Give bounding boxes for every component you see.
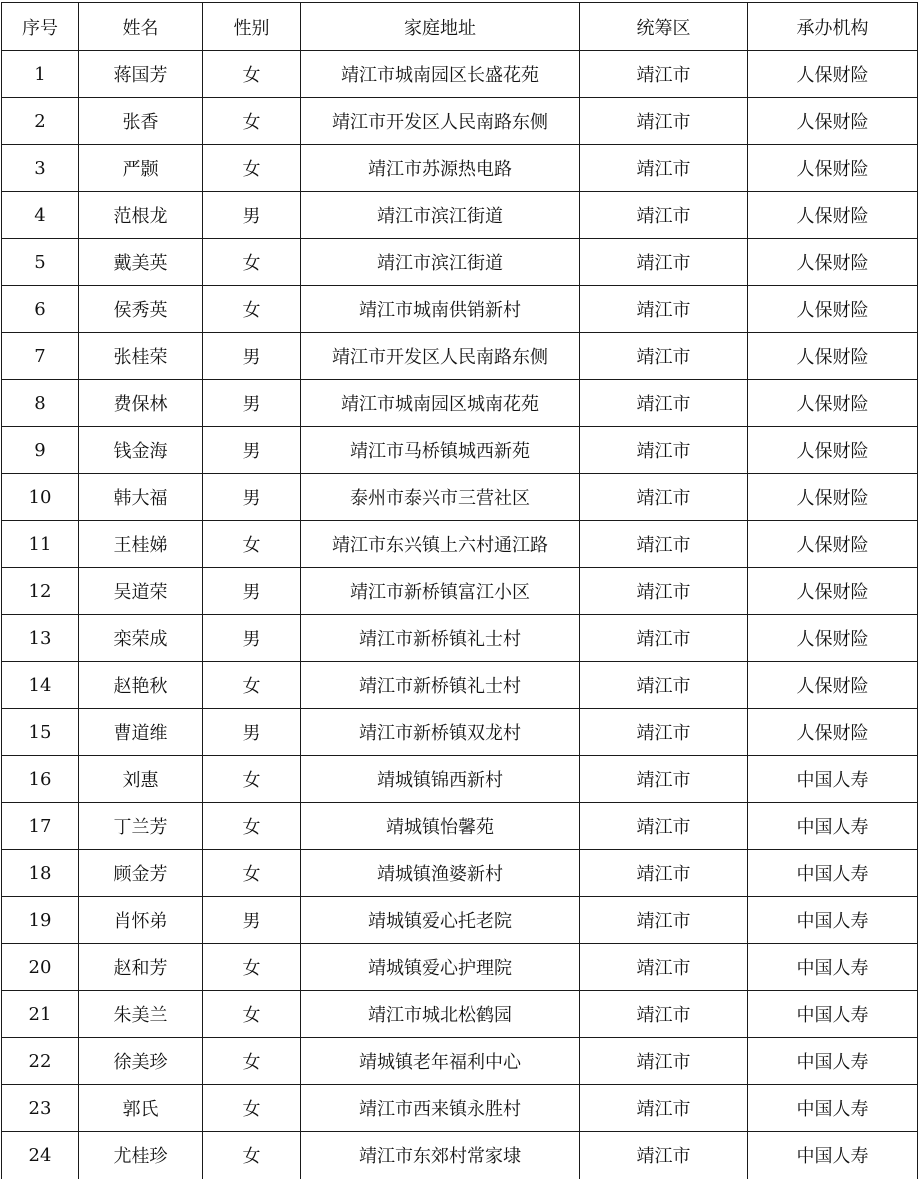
cell-gender: 女 bbox=[203, 1132, 301, 1179]
cell-handling-agency: 人保财险 bbox=[748, 145, 918, 192]
cell-home-address: 靖江市东郊村常家埭 bbox=[301, 1132, 580, 1179]
cell-serial-number: 20 bbox=[2, 944, 79, 991]
cell-handling-agency: 中国人寿 bbox=[748, 1038, 918, 1085]
cell-pooling-region: 靖江市 bbox=[580, 897, 748, 944]
cell-pooling-region: 靖江市 bbox=[580, 380, 748, 427]
table-row bbox=[2, 239, 918, 286]
cell-gender: 女 bbox=[203, 944, 301, 991]
cell-pooling-region: 靖江市 bbox=[580, 98, 748, 145]
cell-serial-number: 19 bbox=[2, 897, 79, 944]
table-row bbox=[2, 709, 918, 756]
cell-handling-agency: 人保财险 bbox=[748, 239, 918, 286]
cell-serial-number: 17 bbox=[2, 803, 79, 850]
cell-pooling-region: 靖江市 bbox=[580, 991, 748, 1038]
cell-gender: 女 bbox=[203, 145, 301, 192]
cell-pooling-region: 靖江市 bbox=[580, 1085, 748, 1132]
cell-name: 徐美珍 bbox=[79, 1038, 203, 1085]
cell-gender: 女 bbox=[203, 239, 301, 286]
cell-gender: 女 bbox=[203, 662, 301, 709]
cell-pooling-region: 靖江市 bbox=[580, 1038, 748, 1085]
cell-gender: 女 bbox=[203, 991, 301, 1038]
cell-handling-agency: 人保财险 bbox=[748, 333, 918, 380]
cell-home-address: 靖城镇老年福利中心 bbox=[301, 1038, 580, 1085]
header-home-address: 家庭地址 bbox=[301, 3, 580, 51]
cell-handling-agency: 中国人寿 bbox=[748, 756, 918, 803]
cell-name: 范根龙 bbox=[79, 192, 203, 239]
cell-home-address: 靖城镇怡馨苑 bbox=[301, 803, 580, 850]
cell-pooling-region: 靖江市 bbox=[580, 568, 748, 615]
cell-gender: 女 bbox=[203, 1085, 301, 1132]
cell-home-address: 靖城镇锦西新村 bbox=[301, 756, 580, 803]
cell-handling-agency: 中国人寿 bbox=[748, 944, 918, 991]
cell-gender: 女 bbox=[203, 803, 301, 850]
table-row bbox=[2, 427, 918, 474]
cell-name: 王桂娣 bbox=[79, 521, 203, 568]
cell-home-address: 靖江市新桥镇双龙村 bbox=[301, 709, 580, 756]
cell-serial-number: 23 bbox=[2, 1085, 79, 1132]
cell-handling-agency: 中国人寿 bbox=[748, 850, 918, 897]
header-gender: 性别 bbox=[203, 3, 301, 51]
table-row bbox=[2, 991, 918, 1038]
cell-name: 刘惠 bbox=[79, 756, 203, 803]
cell-gender: 男 bbox=[203, 474, 301, 521]
cell-home-address: 靖江市城南园区城南花苑 bbox=[301, 380, 580, 427]
cell-gender: 女 bbox=[203, 521, 301, 568]
cell-home-address: 靖江市新桥镇礼士村 bbox=[301, 615, 580, 662]
table-row bbox=[2, 1038, 918, 1085]
cell-home-address: 靖江市城北松鹤园 bbox=[301, 991, 580, 1038]
cell-name: 赵和芳 bbox=[79, 944, 203, 991]
table-row bbox=[2, 380, 918, 427]
cell-gender: 女 bbox=[203, 1038, 301, 1085]
cell-name: 严颢 bbox=[79, 145, 203, 192]
cell-serial-number: 3 bbox=[2, 145, 79, 192]
cell-home-address: 靖江市城南园区长盛花苑 bbox=[301, 51, 580, 98]
cell-gender: 男 bbox=[203, 897, 301, 944]
table-row bbox=[2, 944, 918, 991]
cell-serial-number: 24 bbox=[2, 1132, 79, 1179]
cell-gender: 女 bbox=[203, 98, 301, 145]
table-row bbox=[2, 1085, 918, 1132]
header-handling-agency: 承办机构 bbox=[748, 3, 918, 51]
table-row bbox=[2, 521, 918, 568]
cell-pooling-region: 靖江市 bbox=[580, 239, 748, 286]
cell-serial-number: 4 bbox=[2, 192, 79, 239]
cell-name: 戴美英 bbox=[79, 239, 203, 286]
header-name: 姓名 bbox=[79, 3, 203, 51]
cell-pooling-region: 靖江市 bbox=[580, 615, 748, 662]
cell-gender: 女 bbox=[203, 850, 301, 897]
cell-pooling-region: 靖江市 bbox=[580, 192, 748, 239]
cell-gender: 女 bbox=[203, 51, 301, 98]
cell-pooling-region: 靖江市 bbox=[580, 709, 748, 756]
cell-pooling-region: 靖江市 bbox=[580, 850, 748, 897]
cell-pooling-region: 靖江市 bbox=[580, 944, 748, 991]
cell-gender: 男 bbox=[203, 427, 301, 474]
cell-name: 张桂荣 bbox=[79, 333, 203, 380]
cell-serial-number: 15 bbox=[2, 709, 79, 756]
cell-serial-number: 2 bbox=[2, 98, 79, 145]
cell-gender: 男 bbox=[203, 192, 301, 239]
cell-pooling-region: 靖江市 bbox=[580, 145, 748, 192]
cell-serial-number: 7 bbox=[2, 333, 79, 380]
cell-handling-agency: 人保财险 bbox=[748, 98, 918, 145]
cell-gender: 女 bbox=[203, 756, 301, 803]
cell-gender: 男 bbox=[203, 568, 301, 615]
table-row bbox=[2, 803, 918, 850]
cell-handling-agency: 人保财险 bbox=[748, 192, 918, 239]
cell-serial-number: 1 bbox=[2, 51, 79, 98]
table-row bbox=[2, 474, 918, 521]
cell-pooling-region: 靖江市 bbox=[580, 803, 748, 850]
cell-home-address: 靖江市马桥镇城西新苑 bbox=[301, 427, 580, 474]
cell-name: 朱美兰 bbox=[79, 991, 203, 1038]
cell-name: 丁兰芳 bbox=[79, 803, 203, 850]
table-row bbox=[2, 615, 918, 662]
cell-handling-agency: 中国人寿 bbox=[748, 1132, 918, 1179]
cell-home-address: 靖城镇渔婆新村 bbox=[301, 850, 580, 897]
cell-handling-agency: 人保财险 bbox=[748, 380, 918, 427]
cell-handling-agency: 中国人寿 bbox=[748, 803, 918, 850]
cell-handling-agency: 人保财险 bbox=[748, 709, 918, 756]
cell-handling-agency: 人保财险 bbox=[748, 427, 918, 474]
cell-name: 顾金芳 bbox=[79, 850, 203, 897]
table-row bbox=[2, 98, 918, 145]
cell-handling-agency: 人保财险 bbox=[748, 568, 918, 615]
cell-handling-agency: 人保财险 bbox=[748, 615, 918, 662]
cell-pooling-region: 靖江市 bbox=[580, 286, 748, 333]
cell-name: 韩大福 bbox=[79, 474, 203, 521]
cell-pooling-region: 靖江市 bbox=[580, 427, 748, 474]
cell-home-address: 靖江市西来镇永胜村 bbox=[301, 1085, 580, 1132]
table-row bbox=[2, 145, 918, 192]
cell-handling-agency: 人保财险 bbox=[748, 474, 918, 521]
table-row bbox=[2, 333, 918, 380]
cell-name: 蒋国芳 bbox=[79, 51, 203, 98]
cell-home-address: 靖城镇爱心护理院 bbox=[301, 944, 580, 991]
cell-home-address: 靖江市新桥镇富江小区 bbox=[301, 568, 580, 615]
cell-gender: 男 bbox=[203, 333, 301, 380]
cell-home-address: 靖江市城南供销新村 bbox=[301, 286, 580, 333]
cell-name: 栾荣成 bbox=[79, 615, 203, 662]
cell-serial-number: 8 bbox=[2, 380, 79, 427]
table-row bbox=[2, 1132, 918, 1179]
cell-gender: 男 bbox=[203, 709, 301, 756]
table-row bbox=[2, 756, 918, 803]
cell-serial-number: 22 bbox=[2, 1038, 79, 1085]
cell-serial-number: 5 bbox=[2, 239, 79, 286]
cell-serial-number: 14 bbox=[2, 662, 79, 709]
cell-name: 尤桂珍 bbox=[79, 1132, 203, 1179]
cell-pooling-region: 靖江市 bbox=[580, 474, 748, 521]
cell-home-address: 泰州市泰兴市三营社区 bbox=[301, 474, 580, 521]
cell-serial-number: 13 bbox=[2, 615, 79, 662]
cell-serial-number: 9 bbox=[2, 427, 79, 474]
cell-home-address: 靖江市滨江街道 bbox=[301, 192, 580, 239]
table-row bbox=[2, 568, 918, 615]
cell-name: 肖怀弟 bbox=[79, 897, 203, 944]
cell-home-address: 靖江市苏源热电路 bbox=[301, 145, 580, 192]
cell-handling-agency: 人保财险 bbox=[748, 286, 918, 333]
cell-pooling-region: 靖江市 bbox=[580, 756, 748, 803]
cell-name: 张香 bbox=[79, 98, 203, 145]
roster-table bbox=[1, 2, 918, 1179]
cell-name: 钱金海 bbox=[79, 427, 203, 474]
cell-home-address: 靖江市滨江街道 bbox=[301, 239, 580, 286]
table-row bbox=[2, 897, 918, 944]
cell-home-address: 靖江市开发区人民南路东侧 bbox=[301, 333, 580, 380]
cell-serial-number: 6 bbox=[2, 286, 79, 333]
header-serial-number: 序号 bbox=[2, 3, 79, 51]
cell-pooling-region: 靖江市 bbox=[580, 662, 748, 709]
cell-name: 赵艳秋 bbox=[79, 662, 203, 709]
cell-serial-number: 21 bbox=[2, 991, 79, 1038]
header-pooling-region: 统筹区 bbox=[580, 3, 748, 51]
cell-home-address: 靖江市新桥镇礼士村 bbox=[301, 662, 580, 709]
header-row bbox=[2, 3, 918, 51]
cell-name: 郭氏 bbox=[79, 1085, 203, 1132]
cell-gender: 男 bbox=[203, 380, 301, 427]
cell-home-address: 靖城镇爱心托老院 bbox=[301, 897, 580, 944]
table-row bbox=[2, 662, 918, 709]
cell-name: 吴道荣 bbox=[79, 568, 203, 615]
cell-serial-number: 10 bbox=[2, 474, 79, 521]
table-row bbox=[2, 51, 918, 98]
cell-handling-agency: 中国人寿 bbox=[748, 1085, 918, 1132]
cell-pooling-region: 靖江市 bbox=[580, 521, 748, 568]
cell-handling-agency: 人保财险 bbox=[748, 662, 918, 709]
cell-gender: 女 bbox=[203, 286, 301, 333]
cell-gender: 男 bbox=[203, 615, 301, 662]
cell-name: 曹道维 bbox=[79, 709, 203, 756]
table-row bbox=[2, 850, 918, 897]
table-row bbox=[2, 286, 918, 333]
cell-handling-agency: 人保财险 bbox=[748, 521, 918, 568]
table-row bbox=[2, 192, 918, 239]
cell-pooling-region: 靖江市 bbox=[580, 1132, 748, 1179]
cell-name: 侯秀英 bbox=[79, 286, 203, 333]
cell-handling-agency: 人保财险 bbox=[748, 51, 918, 98]
table-body bbox=[2, 51, 918, 1179]
cell-home-address: 靖江市东兴镇上六村通江路 bbox=[301, 521, 580, 568]
cell-serial-number: 18 bbox=[2, 850, 79, 897]
cell-serial-number: 16 bbox=[2, 756, 79, 803]
cell-home-address: 靖江市开发区人民南路东侧 bbox=[301, 98, 580, 145]
cell-pooling-region: 靖江市 bbox=[580, 333, 748, 380]
cell-handling-agency: 中国人寿 bbox=[748, 897, 918, 944]
cell-handling-agency: 中国人寿 bbox=[748, 991, 918, 1038]
cell-serial-number: 11 bbox=[2, 521, 79, 568]
cell-pooling-region: 靖江市 bbox=[580, 51, 748, 98]
cell-name: 费保林 bbox=[79, 380, 203, 427]
cell-serial-number: 12 bbox=[2, 568, 79, 615]
